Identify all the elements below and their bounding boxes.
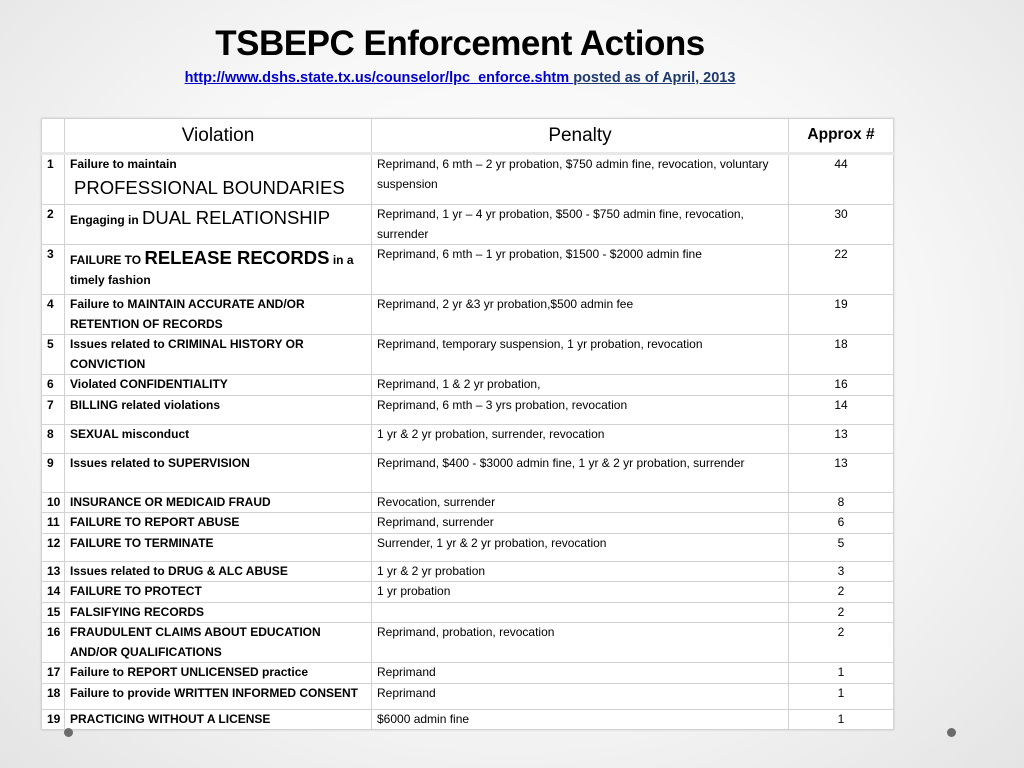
enforcement-table — [41, 118, 894, 730]
posted-date: posted as of April, 2013 — [573, 70, 736, 86]
row-number: 13 — [42, 561, 65, 582]
row-number: 8 — [42, 424, 65, 453]
approx-cell: 5 — [789, 533, 894, 561]
row-number: 9 — [42, 453, 65, 492]
table-row — [42, 582, 894, 603]
violation-cell: Failure to MAINTAIN ACCURATE AND/OR RETENTION OF RECORDS — [65, 295, 372, 335]
penalty-cell: 1 yr & 2 yr probation, surrender, revocation — [372, 424, 789, 453]
table-row — [42, 245, 894, 295]
table-row — [42, 492, 894, 513]
penalty-cell: Revocation, surrender — [372, 492, 789, 513]
approx-cell: 16 — [789, 375, 894, 396]
violation-cell: INSURANCE OR MEDICAID FRAUD — [65, 492, 372, 513]
approx-cell: 1 — [789, 663, 894, 684]
penalty-cell: $6000 admin fine — [372, 709, 789, 730]
penalty-cell — [372, 602, 789, 623]
header-approx: Approx # — [789, 119, 894, 154]
row-number: 5 — [42, 335, 65, 375]
table-header-row — [42, 119, 894, 154]
penalty-cell: Reprimand — [372, 683, 789, 709]
violation-cell — [65, 245, 372, 295]
approx-cell: 1 — [789, 683, 894, 709]
violation-cell: FAILURE TO REPORT ABUSE — [65, 513, 372, 534]
violation-cell: FALSIFYING RECORDS — [65, 602, 372, 623]
violation-emphasis: RELEASE RECORDS — [144, 247, 330, 268]
penalty-cell: Reprimand, 6 mth – 2 yr probation, $750 admin fine, revocation, voluntary suspension — [372, 154, 789, 205]
table-row — [42, 154, 894, 205]
violation-cell: Issues related to DRUG & ALC ABUSE — [65, 561, 372, 582]
violation-cell: Issues related to CRIMINAL HISTORY OR CONVICTION — [65, 335, 372, 375]
table-row — [42, 295, 894, 335]
row-number: 12 — [42, 533, 65, 561]
violation-cell: FAILURE TO TERMINATE — [65, 533, 372, 561]
violation-cell: BILLING related violations — [65, 395, 372, 424]
corner-dot-right — [947, 728, 956, 737]
approx-cell: 22 — [789, 245, 894, 295]
penalty-cell: Reprimand, 2 yr &3 yr probation,$500 admin fee — [372, 295, 789, 335]
violation-suffix: in a timely fashion — [70, 253, 354, 287]
penalty-cell: Reprimand, 6 mth – 1 yr probation, $1500 - $2000 admin fine — [372, 245, 789, 295]
table-row — [42, 561, 894, 582]
table-row — [42, 395, 894, 424]
penalty-cell: 1 yr probation — [372, 582, 789, 603]
header-violation: Violation — [65, 119, 372, 154]
row-number: 2 — [42, 205, 65, 245]
table-row — [42, 683, 894, 709]
row-number: 1 — [42, 154, 65, 205]
row-number: 15 — [42, 602, 65, 623]
table-row — [42, 663, 894, 684]
violation-cell: FRAUDULENT CLAIMS ABOUT EDUCATION AND/OR QUALIFICATIONS — [65, 623, 372, 663]
violation-cell — [65, 154, 372, 205]
source-link[interactable]: http://www.dshs.state.tx.us/counselor/lpc_enforce.shtm — [184, 70, 574, 86]
table-row — [42, 424, 894, 453]
violation-cell: Issues related to SUPERVISION — [65, 453, 372, 492]
approx-cell: 2 — [789, 582, 894, 603]
row-number: 18 — [42, 683, 65, 709]
penalty-cell: Reprimand, surrender — [372, 513, 789, 534]
row-number: 3 — [42, 245, 65, 295]
approx-cell: 13 — [789, 453, 894, 492]
header-penalty: Penalty — [372, 119, 789, 154]
table-row — [42, 533, 894, 561]
approx-cell: 8 — [789, 492, 894, 513]
penalty-cell: Reprimand, probation, revocation — [372, 623, 789, 663]
penalty-cell: Reprimand — [372, 663, 789, 684]
violation-cell: Violated CONFIDENTIALITY — [65, 375, 372, 396]
approx-cell: 44 — [789, 154, 894, 205]
penalty-cell: Reprimand, temporary suspension, 1 yr probation, revocation — [372, 335, 789, 375]
approx-cell: 14 — [789, 395, 894, 424]
table-row — [42, 709, 894, 730]
violation-cell: FAILURE TO PROTECT — [65, 582, 372, 603]
penalty-cell: Surrender, 1 yr & 2 yr probation, revocation — [372, 533, 789, 561]
row-number: 14 — [42, 582, 65, 603]
approx-cell: 6 — [789, 513, 894, 534]
violation-text: Engaging in — [70, 213, 142, 227]
violation-text: Failure to maintain — [70, 157, 177, 171]
penalty-cell: 1 yr & 2 yr probation — [372, 561, 789, 582]
penalty-cell: Reprimand, 1 yr – 4 yr probation, $500 - $750 admin fine, revocation, surrender — [372, 205, 789, 245]
violation-cell — [65, 205, 372, 245]
approx-cell: 2 — [789, 623, 894, 663]
penalty-cell: Reprimand, $400 - $3000 admin fine, 1 yr & 2 yr probation, surrender — [372, 453, 789, 492]
row-number: 19 — [42, 709, 65, 730]
violation-text: FAILURE TO — [70, 253, 145, 267]
violation-cell: Failure to provide WRITTEN INFORMED CONSENT — [65, 683, 372, 709]
header-num — [42, 119, 65, 154]
page-title: TSBEPC Enforcement Actions — [215, 24, 705, 63]
violation-emphasis: PROFESSIONAL BOUNDARIES — [74, 176, 345, 198]
row-number: 4 — [42, 295, 65, 335]
table-row — [42, 623, 894, 663]
violation-cell: PRACTICING WITHOUT A LICENSE — [65, 709, 372, 730]
approx-cell: 19 — [789, 295, 894, 335]
penalty-cell: Reprimand, 1 & 2 yr probation, — [372, 375, 789, 396]
approx-cell: 3 — [789, 561, 894, 582]
violation-cell: Failure to REPORT UNLICENSED practice — [65, 663, 372, 684]
row-number: 10 — [42, 492, 65, 513]
table-row — [42, 453, 894, 492]
approx-cell: 30 — [789, 205, 894, 245]
corner-dot-left — [64, 728, 73, 737]
row-number: 6 — [42, 375, 65, 396]
row-number: 16 — [42, 623, 65, 663]
table-row — [42, 205, 894, 245]
table-row — [42, 513, 894, 534]
approx-cell: 18 — [789, 335, 894, 375]
row-number: 11 — [42, 513, 65, 534]
table-row — [42, 602, 894, 623]
penalty-cell: Reprimand, 6 mth – 3 yrs probation, revocation — [372, 395, 789, 424]
approx-cell: 1 — [789, 709, 894, 730]
approx-cell: 13 — [789, 424, 894, 453]
table-row — [42, 375, 894, 396]
table-row — [42, 335, 894, 375]
row-number: 17 — [42, 663, 65, 684]
violation-emphasis: DUAL RELATIONSHIP — [142, 207, 331, 228]
subtitle — [0, 70, 920, 86]
row-number: 7 — [42, 395, 65, 424]
violation-cell: SEXUAL misconduct — [65, 424, 372, 453]
approx-cell: 2 — [789, 602, 894, 623]
